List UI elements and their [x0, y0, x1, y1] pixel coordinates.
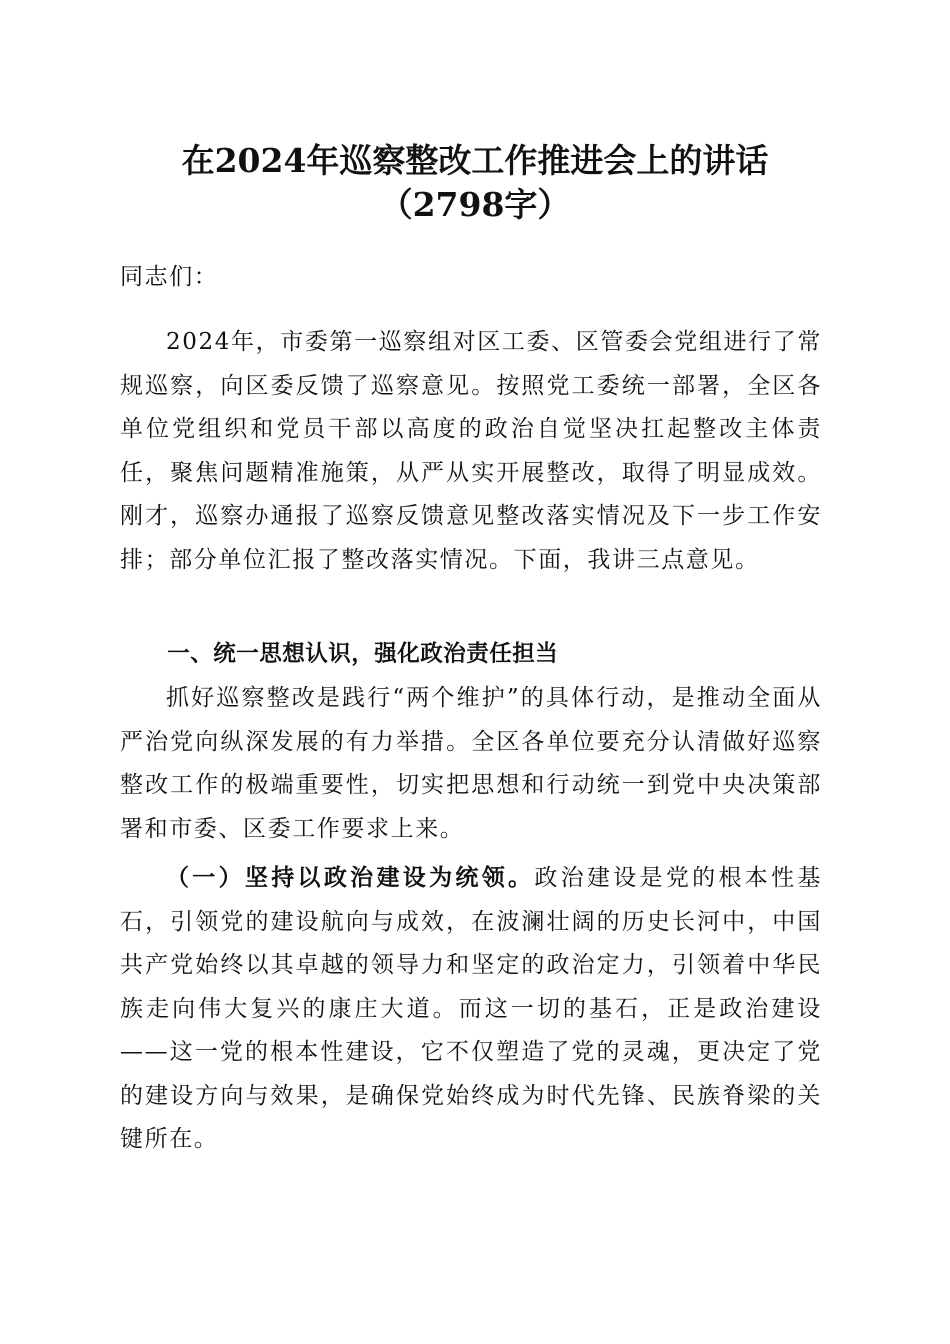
document-word-count: （2798字）	[379, 185, 571, 224]
section-heading-1: 一、统一思想认识，强化政治责任担当	[167, 641, 559, 667]
paragraph-intro: 2024年，市委第一巡察组对区工委、区管委会党组进行了常规巡察，向区委反馈了巡察意见。按照党工委统一部署，全区各单位党组织和党员干部以高度的政治自觉坚决扛起整改主体责任，聚焦问题精准施策，从严从实开展整改，取得了明显成效。刚才，巡察办通报了巡察反馈意见整改落实情况及下一步工作安排；部分单位汇报了整改落实情况。下面，我讲三点意见。	[120, 329, 822, 573]
subsection-body-1: 政治建设是党的根本性基石，引领党的建设航向与成效，在波澜壮阔的历史长河中，中国共产党始终以其卓越的领导力和坚定的政治定力，引领着中华民族走向伟大复兴的康庄大道。而这一切的基石，正是政治建设——这一党的根本性建设，它不仅塑造了党的灵魂，更决定了党的建设方向与效果，是确保党始终成为时代先锋、民族脊梁的关键所在。	[120, 865, 822, 1152]
subsection-heading-1: （一）坚持以政治建设为统领。	[166, 864, 535, 891]
paragraph-section1: 抓好巡察整改是践行“两个维护”的具体行动，是推动全面从严治党向纵深发展的有力举措。全区各单位要充分认清做好巡察整改工作的极端重要性，切实把思想和行动统一到党中央决策部署和市委、区委工作要求上来。	[120, 685, 822, 842]
document-title: 在2024年巡察整改工作推进会上的讲话	[181, 141, 769, 180]
paragraph-subsection1	[120, 856, 822, 1162]
greeting: 同志们：	[120, 264, 219, 290]
